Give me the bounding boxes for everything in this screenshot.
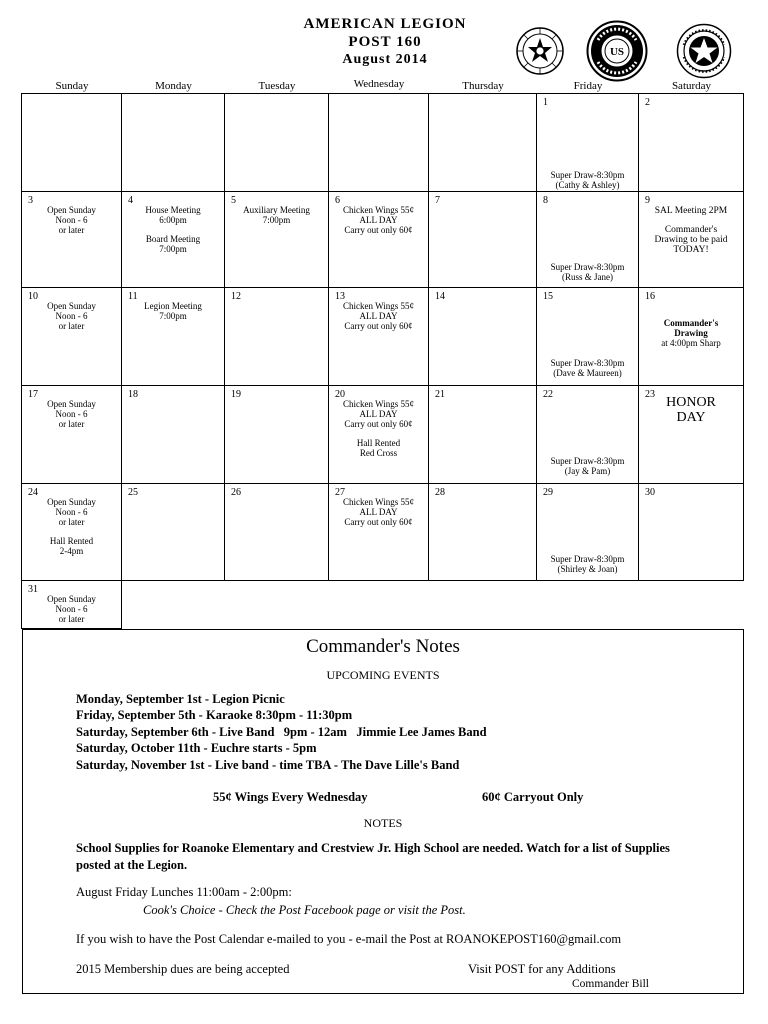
day-number: 27 — [335, 487, 345, 498]
day-events — [639, 318, 743, 348]
day-events — [329, 497, 428, 527]
event-line — [22, 527, 121, 536]
event-line: Super Draw-8:30pm — [550, 456, 625, 466]
event-line: Chicken Wings 55¢ — [343, 301, 414, 311]
calendar-day-cell — [537, 288, 639, 386]
event-line: Board Meeting — [145, 234, 201, 244]
day-number: 18 — [128, 389, 138, 400]
day-number: 28 — [435, 487, 445, 498]
day-events — [22, 594, 121, 624]
event-line: Carry out only 60¢ — [344, 517, 413, 527]
calendar-day-cell — [122, 484, 225, 581]
calendar-header — [0, 14, 768, 74]
day-events — [329, 301, 428, 331]
day-number: 29 — [543, 487, 553, 498]
event-line: Super Draw-8:30pm — [550, 170, 625, 180]
day-number: 15 — [543, 291, 553, 302]
day-events — [639, 395, 743, 425]
calendar-day-cell — [22, 94, 122, 192]
day-events — [225, 205, 328, 225]
calendar-day-cell — [225, 386, 329, 484]
day-number: 12 — [231, 291, 241, 302]
day-events — [537, 170, 638, 190]
event-line: Chicken Wings 55¢ — [343, 205, 414, 215]
calendar-day-cell — [22, 192, 122, 288]
event-line: Open Sunday — [47, 497, 96, 507]
event-line: ALL DAY — [359, 215, 398, 225]
event-line: Noon - 6 — [55, 409, 88, 419]
american-legion-seal-icon — [586, 20, 648, 82]
upcoming-event: Monday, September 1st - Legion Picnic — [76, 692, 285, 706]
notes-heading: NOTES — [363, 816, 403, 830]
event-line: 2-4pm — [59, 546, 84, 556]
event-line: or later — [58, 321, 85, 331]
day-number: 26 — [231, 487, 241, 498]
event-line: Carry out only 60¢ — [344, 321, 413, 331]
calendar-day-cell — [429, 288, 537, 386]
calendar-day-cell — [329, 484, 429, 581]
event-line: HONOR — [666, 395, 716, 410]
event-line: Super Draw-8:30pm — [550, 358, 625, 368]
calendar-day-cell — [22, 386, 122, 484]
day-events — [122, 205, 224, 254]
event-line — [639, 216, 743, 225]
event-line: 7:00pm — [159, 311, 187, 321]
day-number: 4 — [128, 195, 133, 206]
email-calendar-note: If you wish to have the Post Calendar e-mailed to you - e-mail the Post at ROANOKEPOST160@gmail.com — [76, 932, 622, 946]
day-number: 24 — [28, 487, 38, 498]
event-line: (Cathy & Ashley) — [555, 180, 620, 190]
event-line: Open Sunday — [47, 594, 96, 604]
event-line: or later — [58, 614, 85, 624]
day-number: 31 — [28, 584, 38, 595]
day-number: 10 — [28, 291, 38, 302]
event-line: Red Cross — [359, 448, 398, 458]
visit-post-note: Visit POST for any Additions — [468, 962, 616, 976]
dayname-monday: Monday — [155, 80, 192, 92]
header-month: August 2014 — [342, 52, 428, 67]
calendar-day-cell — [537, 94, 639, 192]
day-events — [537, 456, 638, 476]
event-line: Chicken Wings 55¢ — [343, 399, 414, 409]
day-number: 17 — [28, 389, 38, 400]
calendar-day-cell — [429, 192, 537, 288]
event-line: Commander's — [664, 225, 718, 235]
calendar-day-cell — [22, 484, 122, 581]
event-line: Open Sunday — [47, 205, 96, 215]
day-events — [22, 301, 121, 331]
day-events — [122, 301, 224, 321]
american-legion-emblem-icon — [515, 26, 565, 76]
calendar-day-cell — [429, 94, 537, 192]
header-org-name: AMERICAN LEGION — [303, 16, 467, 32]
calendar-day-cell — [639, 94, 744, 192]
day-number: 25 — [128, 487, 138, 498]
day-events — [329, 399, 428, 458]
event-line: Super Draw-8:30pm — [550, 262, 625, 272]
day-number: 3 — [28, 195, 33, 206]
event-line: Noon - 6 — [55, 604, 88, 614]
dayname-wednesday: Wednesday — [353, 78, 405, 90]
event-line: at 4:00pm Sharp — [661, 338, 721, 348]
event-line: Auxiliary Meeting — [243, 205, 310, 215]
day-number: 11 — [128, 291, 138, 302]
wings-special: 55¢ Wings Every Wednesday — [213, 790, 368, 804]
day-events — [537, 554, 638, 574]
upcoming-events-list — [76, 691, 487, 773]
event-line: (Russ & Jane) — [562, 272, 613, 282]
event-line: or later — [58, 517, 85, 527]
event-line: or later — [58, 419, 85, 429]
cooks-choice-note: Cook's Choice - Check the Post Facebook page or visit the Post. — [143, 903, 466, 917]
day-number: 2 — [645, 97, 650, 108]
day-number: 23 — [645, 389, 655, 400]
auxiliary-emblem-icon — [676, 23, 732, 79]
day-number: 14 — [435, 291, 445, 302]
calendar-day-cell — [225, 288, 329, 386]
event-line: (Dave & Maureen) — [553, 368, 622, 378]
calendar-day-cell — [225, 484, 329, 581]
event-line — [329, 429, 428, 438]
membership-dues-note: 2015 Membership dues are being accepted — [76, 962, 290, 976]
upcoming-event: Saturday, October 11th - Euchre starts - 5pm — [76, 741, 317, 756]
event-line — [122, 225, 224, 234]
event-line: Carry out only 60¢ — [344, 419, 413, 429]
notes-title: Commander's Notes — [306, 636, 460, 657]
day-events — [22, 497, 121, 556]
day-number: 1 — [543, 97, 548, 108]
event-line: Hall Rented — [49, 536, 94, 546]
day-events — [537, 358, 638, 378]
event-line: or later — [58, 225, 85, 235]
day-events — [22, 205, 121, 235]
calendar-day-cell — [122, 192, 225, 288]
dayname-saturday: Saturday — [671, 80, 712, 92]
day-events — [329, 205, 428, 235]
calendar-day-cell — [122, 386, 225, 484]
event-line: Carry out only 60¢ — [344, 225, 413, 235]
calendar-day-cell — [537, 192, 639, 288]
commanders-notes — [22, 629, 744, 994]
event-line: ALL DAY — [359, 507, 398, 517]
calendar-day-cell — [639, 386, 744, 484]
event-line: SAL Meeting 2PM — [654, 206, 728, 216]
event-line: Noon - 6 — [55, 311, 88, 321]
event-line: Noon - 6 — [55, 215, 88, 225]
calendar-day-cell — [639, 192, 744, 288]
calendar-day-cell — [225, 94, 329, 192]
event-line: Open Sunday — [47, 301, 96, 311]
event-line: 6:00pm — [159, 215, 187, 225]
event-line: House Meeting — [145, 205, 201, 215]
calendar-day-cell — [22, 581, 122, 629]
event-line: 7:00pm — [159, 244, 187, 254]
calendar-day-cell — [537, 484, 639, 581]
event-line: ALL DAY — [359, 311, 398, 321]
dayname-tuesday: Tuesday — [258, 80, 296, 92]
commander-signature: Commander Bill — [572, 978, 649, 990]
event-line: Commander's — [663, 318, 719, 328]
event-line: Super Draw-8:30pm — [550, 554, 625, 564]
dayname-friday: Friday — [573, 80, 603, 92]
day-number: 16 — [645, 291, 655, 302]
dayname-sunday: Sunday — [55, 80, 89, 92]
friday-lunches-note: August Friday Lunches 11:00am - 2:00pm: — [76, 885, 292, 899]
calendar-day-cell — [122, 288, 225, 386]
calendar-day-cell — [329, 288, 429, 386]
calendar-day-cell — [429, 386, 537, 484]
calendar-day-cell — [537, 386, 639, 484]
day-number: 7 — [435, 195, 440, 206]
day-number: 21 — [435, 389, 445, 400]
calendar-day-cell — [225, 192, 329, 288]
school-supplies-note: School Supplies for Roanoke Elementary and Crestview Jr. High School are needed. Watch for a list of Supplies posted at the Legion. — [76, 841, 670, 872]
day-number: 20 — [335, 389, 345, 400]
event-line: TODAY! — [673, 245, 709, 255]
day-number: 30 — [645, 487, 655, 498]
day-number: 22 — [543, 389, 553, 400]
event-line: ALL DAY — [359, 409, 398, 419]
calendar-day-cell — [329, 192, 429, 288]
calendar-day-cell — [639, 484, 744, 581]
day-number: 5 — [231, 195, 236, 206]
day-events — [639, 206, 743, 255]
day-number: 9 — [645, 195, 650, 206]
calendar-day-cell — [329, 386, 429, 484]
header-post-number: POST 160 — [348, 34, 422, 50]
calendar-day-cell — [639, 288, 744, 386]
day-number: 8 — [543, 195, 548, 206]
event-line: Drawing to be paid — [654, 235, 728, 245]
carryout-special: 60¢ Carryout Only — [482, 790, 584, 804]
event-line: (Jay & Pam) — [564, 466, 611, 476]
calendar-day-cell — [329, 94, 429, 192]
event-line: Chicken Wings 55¢ — [343, 497, 414, 507]
event-line: Hall Rented — [356, 438, 401, 448]
svg-text:US: US — [609, 46, 625, 58]
upcoming-events-heading: UPCOMING EVENTS — [326, 668, 440, 682]
calendar-day-cell — [22, 288, 122, 386]
event-line: Legion Meeting — [144, 301, 202, 311]
event-line: Drawing — [674, 328, 708, 338]
event-line: DAY — [676, 410, 706, 425]
upcoming-event: Friday, September 5th - Karaoke 8:30pm - 11:30pm — [76, 708, 353, 723]
upcoming-event: Saturday, September 6th - Live Band 9pm - 12am Jimmie Lee James Band — [76, 724, 487, 739]
dayname-thursday: Thursday — [462, 80, 504, 92]
day-events — [537, 262, 638, 282]
day-number: 19 — [231, 389, 241, 400]
event-line: Open Sunday — [47, 399, 96, 409]
calendar-day-cell — [429, 484, 537, 581]
calendar-day-cell — [122, 94, 225, 192]
day-number: 6 — [335, 195, 340, 206]
day-number: 13 — [335, 291, 345, 302]
event-line: 7:00pm — [262, 215, 291, 225]
upcoming-event: Saturday, November 1st - Live band - time TBA - The Dave Lille's Band — [76, 757, 460, 772]
day-events — [22, 399, 121, 429]
event-line: (Shirley & Joan) — [557, 564, 618, 574]
event-line: Noon - 6 — [55, 507, 88, 517]
